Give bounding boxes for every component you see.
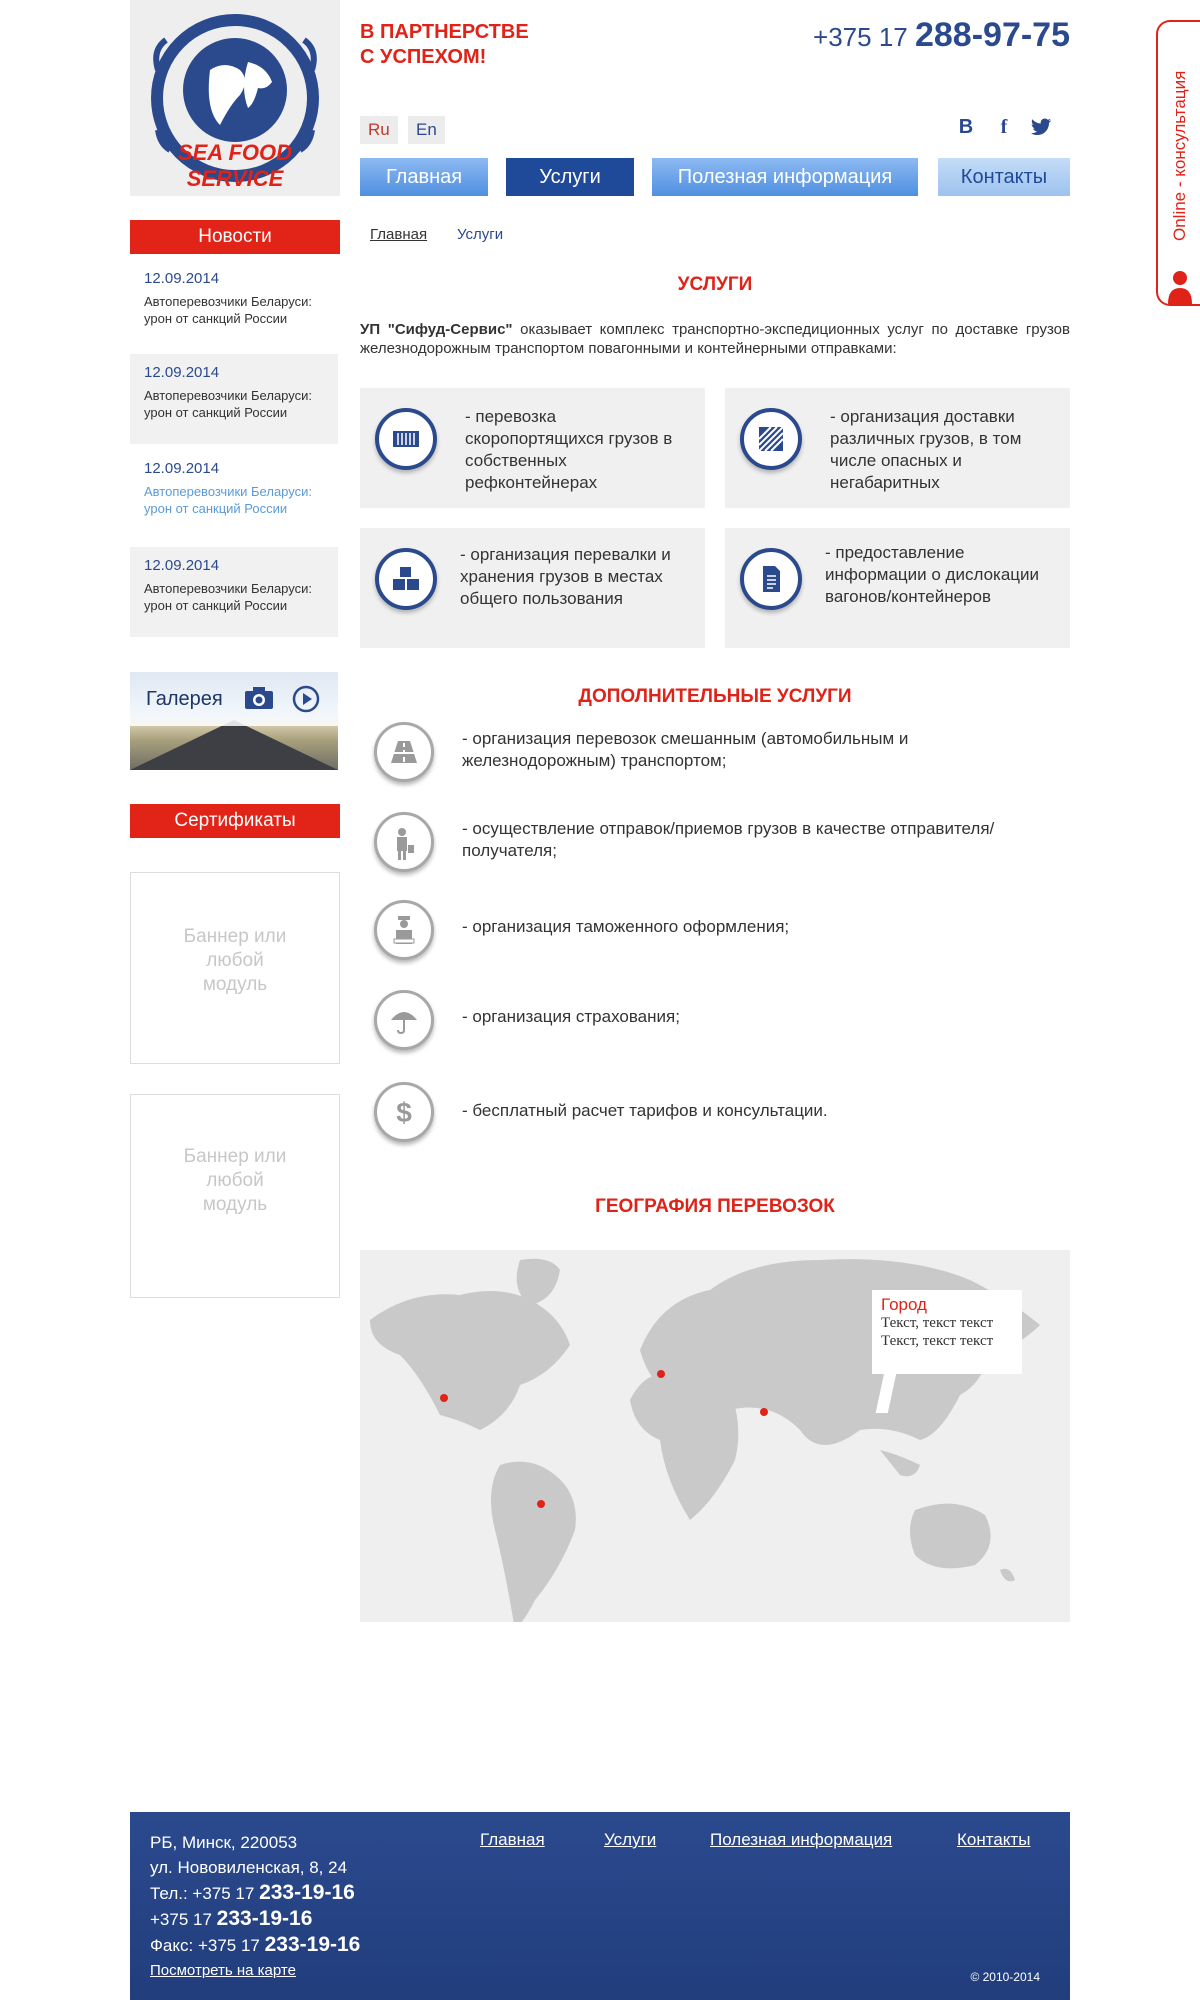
footer — [130, 1812, 1070, 2000]
banner-text: Баннер или любой модуль — [183, 926, 287, 995]
footer-fax — [150, 1932, 360, 1958]
news-title[interactable]: Автоперевозчики Беларуси: урон от санкций России — [144, 388, 312, 420]
nav-services[interactable]: Услуги — [506, 158, 634, 196]
gallery-block[interactable] — [130, 672, 338, 770]
footer-contacts — [150, 1830, 360, 1983]
facebook-icon[interactable]: f — [1000, 116, 1008, 138]
extra-service-text: - организация страхования; — [462, 1007, 680, 1026]
extra-service-text: - бесплатный расчет тарифов и консультации. — [462, 1101, 828, 1120]
map-marker[interactable] — [440, 1394, 448, 1402]
nav-contacts[interactable]: Контакты — [938, 158, 1070, 196]
customs-officer-icon — [374, 900, 434, 960]
extra-service-item — [370, 1082, 1070, 1152]
service-text: - организация перевалки и хранения грузов в местах общего пользования — [460, 545, 671, 608]
extra-service-text: - осуществление отправок/приемов грузов в качестве отправителя/получателя; — [462, 819, 995, 860]
news-item[interactable] — [130, 354, 338, 444]
road-shape — [130, 720, 338, 770]
person-icon — [374, 812, 434, 872]
footer-link-home[interactable]: Главная — [480, 1830, 545, 1849]
footer-tel-number: 233-19-16 — [259, 1881, 355, 1904]
slogan-line-1: В ПАРТНЕРСТВЕ — [360, 21, 529, 43]
footer-link-contacts[interactable]: Контакты — [957, 1830, 1031, 1849]
footer-fax-number: 233-19-16 — [264, 1933, 361, 1956]
footer-tel-number: 233-19-16 — [216, 1907, 313, 1930]
map-marker[interactable] — [760, 1408, 768, 1416]
road-icon — [374, 722, 434, 782]
footer-address-line: ул. Нововиленская, 8, 24 — [150, 1858, 348, 1877]
umbrella-icon — [374, 990, 434, 1050]
twitter-icon[interactable] — [1030, 114, 1052, 140]
tooltip-line: Текст, текст текст — [881, 1315, 994, 1331]
news-title[interactable]: Автоперевозчики Беларуси: урон от санкций России — [144, 581, 312, 613]
intro-text — [360, 320, 1070, 358]
extra-service-text: - организация перевозок смешанным (автомобильным и железнодорожным) транспортом; — [462, 729, 909, 770]
lang-ru-button[interactable]: Ru — [360, 116, 398, 144]
news-item[interactable] — [130, 260, 338, 350]
map-tooltip — [872, 1290, 1022, 1374]
news-title[interactable]: Автоперевозчики Беларуси: урон от санкций России — [144, 484, 312, 516]
hazard-cargo-icon — [740, 408, 802, 470]
service-text: - организация доставки различных грузов, в том числе опасных и негабаритных — [830, 407, 1022, 492]
slogan — [360, 20, 580, 70]
extra-service-item — [370, 722, 1070, 792]
company-name: УП "Сифуд-Сервис" — [360, 321, 513, 338]
extra-service-item — [370, 812, 1070, 882]
vk-icon[interactable]: B — [958, 116, 974, 138]
play-icon[interactable] — [292, 685, 320, 713]
service-text: - перевозка скоропортящихся грузов в собственных рефконтейнерах — [465, 407, 673, 492]
service-card — [360, 388, 705, 508]
breadcrumb-current: Услуги — [457, 226, 504, 243]
footer-tel-label: +375 17 — [150, 1910, 212, 1929]
footer-address-line: РБ, Минск, 220053 — [150, 1833, 298, 1852]
news-heading: Новости — [130, 220, 340, 254]
certificates-heading[interactable]: Сертификаты — [130, 804, 340, 838]
copyright: © 2010-2014 — [970, 1970, 1040, 1984]
boxes-icon — [375, 548, 437, 610]
online-consultation-label: Online - консультация — [1170, 70, 1189, 242]
footer-tel-2 — [150, 1906, 360, 1932]
map-marker[interactable] — [537, 1500, 545, 1508]
camera-icon[interactable] — [244, 686, 274, 710]
tooltip-city: Город — [881, 1295, 927, 1314]
footer-tel-label: Тел.: +375 17 — [150, 1884, 255, 1903]
service-card — [360, 528, 705, 648]
news-item[interactable] — [130, 547, 338, 637]
phone-prefix: +375 17 — [813, 22, 908, 52]
service-text: - предоставление информации о дислокации вагонов/контейнеров — [825, 543, 1040, 606]
banner-placeholder-2[interactable] — [130, 1094, 340, 1298]
nav-home[interactable]: Главная — [360, 158, 488, 196]
breadcrumb-home[interactable]: Главная — [370, 226, 428, 243]
news-item[interactable] — [130, 450, 338, 540]
extra-service-text: - организация таможенного оформления; — [462, 917, 790, 936]
footer-map-link[interactable]: Посмотреть на карте — [150, 1962, 296, 1979]
logo-text: SEA FOOD SERVICE — [177, 140, 293, 191]
nav-useful-info[interactable]: Полезная информация — [652, 158, 918, 196]
intro-body: оказывает комплекс транспортно-экспедиционных услуг по доставке грузов железнодорожным транспортом повагонными и контейнерными отправками: — [360, 321, 1070, 357]
banner-placeholder-1[interactable] — [130, 872, 340, 1064]
consultant-icon — [1166, 268, 1194, 304]
extra-service-item — [370, 900, 1070, 970]
service-card — [725, 528, 1070, 648]
news-date: 12.09.2014 — [144, 364, 220, 381]
header-phone[interactable] — [813, 16, 1070, 55]
lang-en-button[interactable]: En — [408, 116, 445, 144]
document-icon — [740, 548, 802, 610]
page-title: УСЛУГИ — [677, 274, 753, 295]
tooltip-line: Текст, текст текст — [881, 1333, 994, 1349]
gallery-label: Галерея — [146, 688, 223, 710]
footer-tel — [150, 1880, 360, 1906]
news-date: 12.09.2014 — [144, 460, 220, 477]
dollar-icon — [374, 1082, 434, 1142]
service-card — [725, 388, 1070, 508]
news-date: 12.09.2014 — [144, 557, 220, 574]
svg-text:$: $ — [396, 1097, 412, 1127]
news-title[interactable]: Автоперевозчики Беларуси: урон от санкций России — [144, 294, 312, 326]
logo[interactable] — [130, 0, 340, 196]
slogan-line-2: С УСПЕХОМ! — [360, 46, 487, 68]
footer-fax-label: Факс: +375 17 — [150, 1936, 260, 1955]
map-marker[interactable] — [657, 1370, 665, 1378]
online-consultation-tab[interactable] — [1156, 20, 1200, 306]
extra-services-heading: ДОПОЛНИТЕЛЬНЫЕ УСЛУГИ — [578, 686, 852, 707]
banner-text: Баннер или любой модуль — [183, 1146, 287, 1215]
news-date: 12.09.2014 — [144, 270, 220, 287]
geography-heading: ГЕОГРАФИЯ ПЕРЕВОЗОК — [595, 1196, 835, 1217]
refcontainer-icon — [375, 408, 437, 470]
phone-number: 288-97-75 — [914, 16, 1070, 54]
footer-link-services[interactable]: Услуги — [604, 1830, 657, 1849]
extra-service-item — [370, 990, 1070, 1060]
footer-link-useful-info[interactable]: Полезная информация — [710, 1830, 893, 1849]
